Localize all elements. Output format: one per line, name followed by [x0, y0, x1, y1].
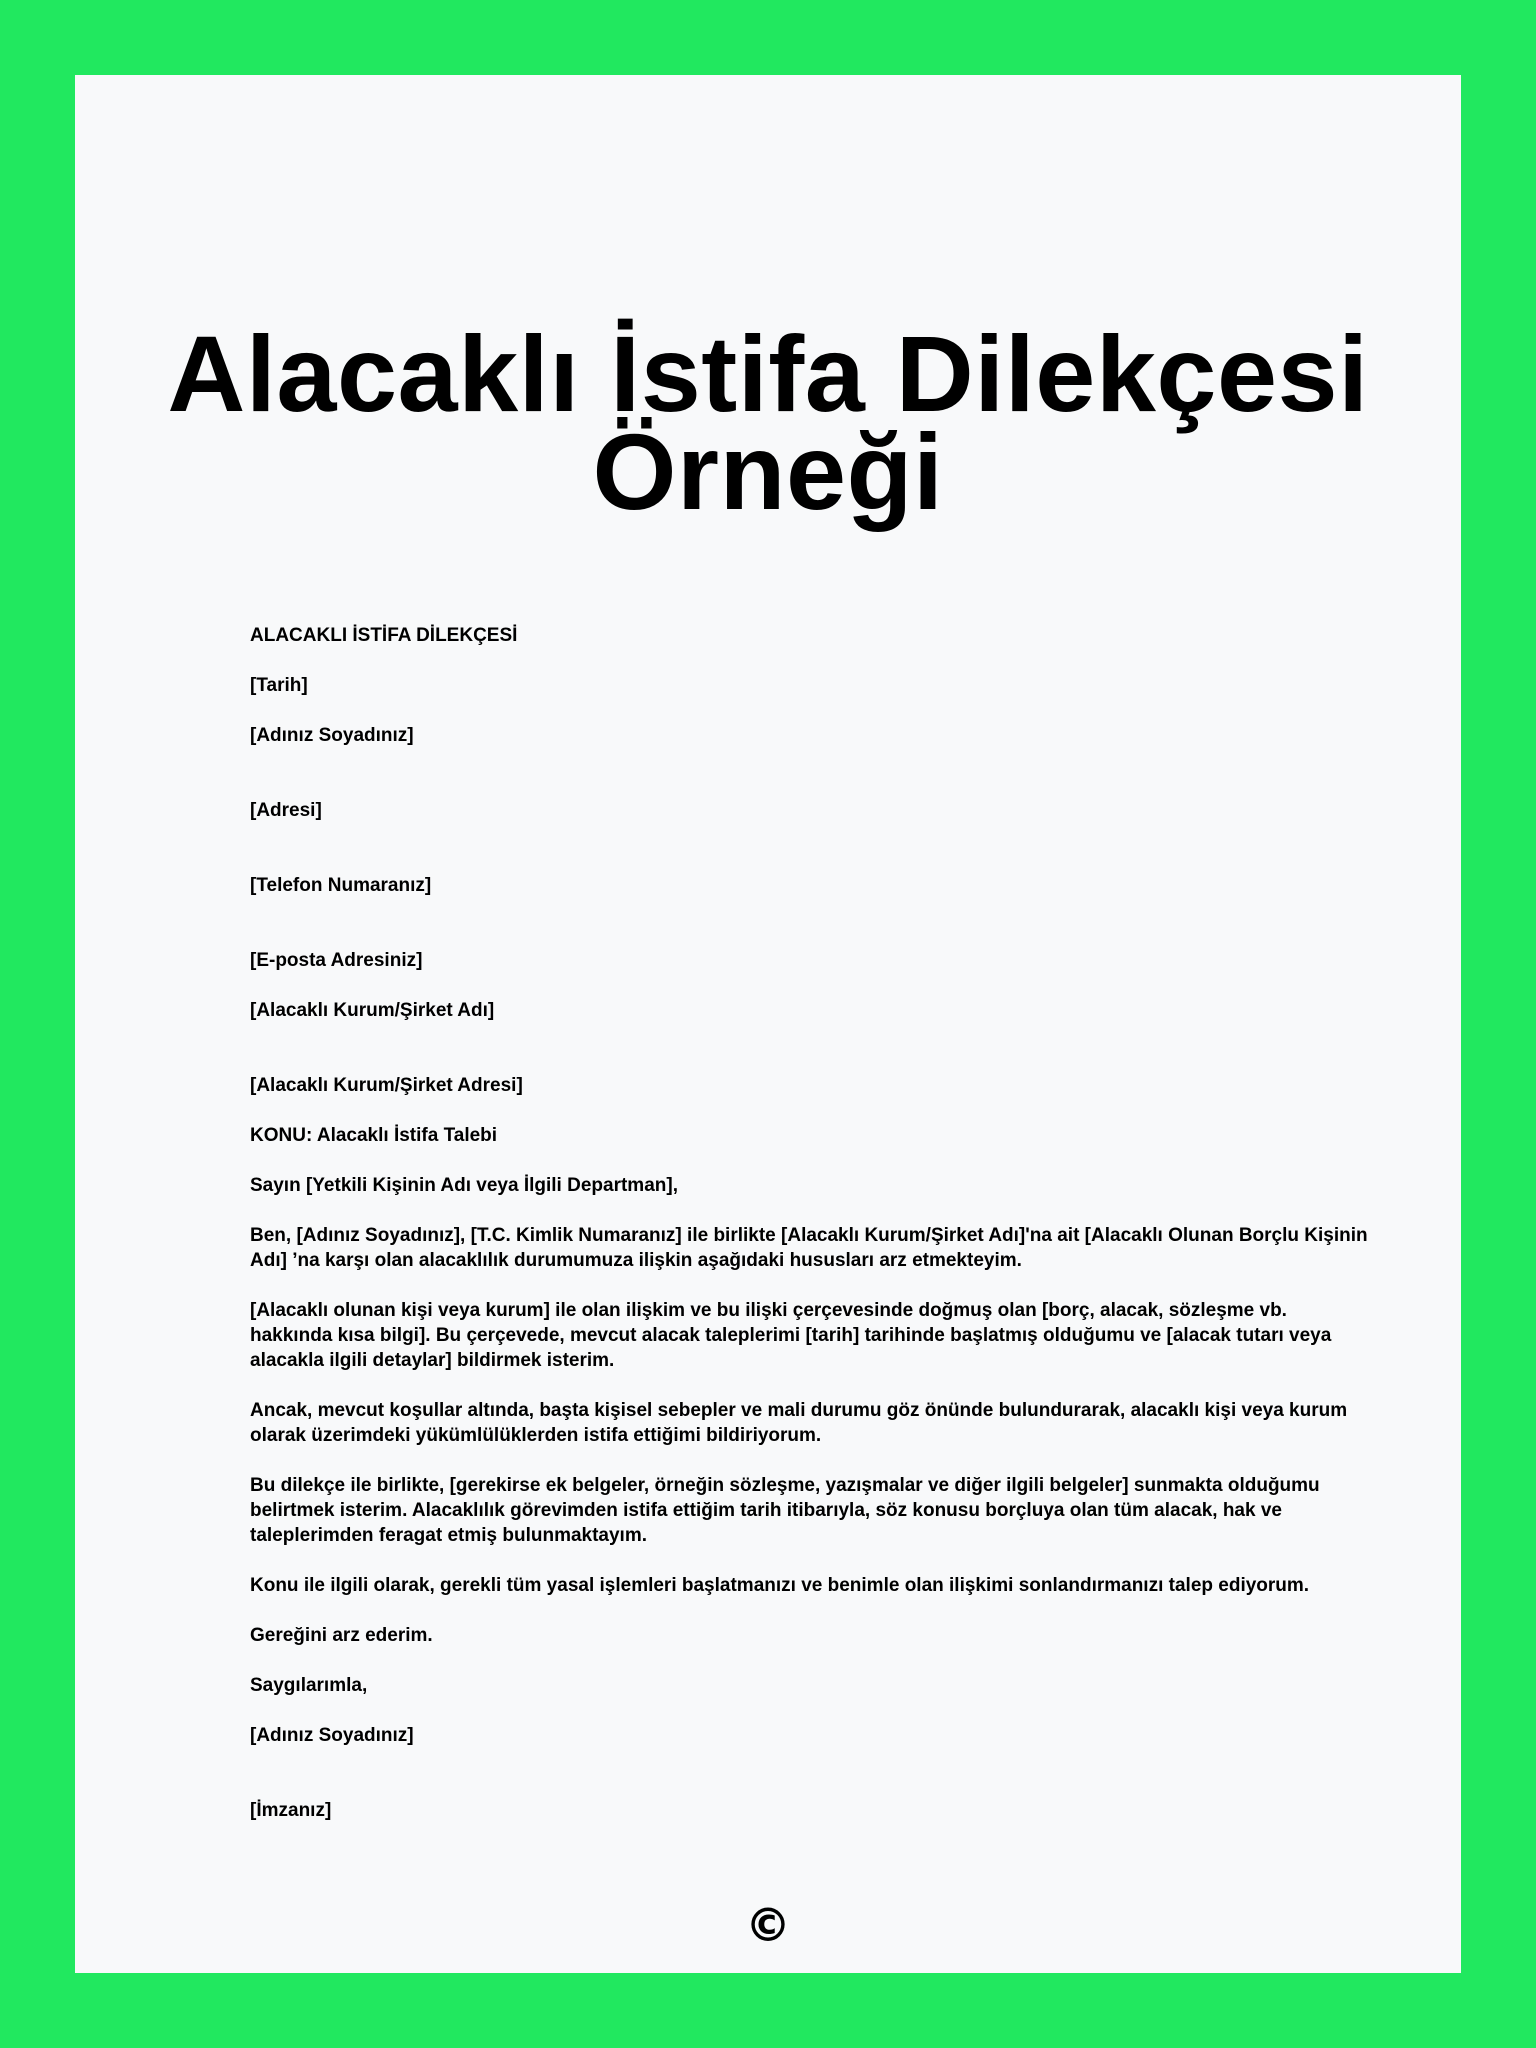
- body-paragraph: Konu ile ilgili olarak, gerekli tüm yasal işlemleri başlatmanızı ve benimle olan ilişkimi sonlandırmanızı talep ediyorum.: [250, 1575, 1310, 1596]
- letter-body: [250, 623, 1370, 1823]
- closing-request: Gereğini arz ederim.: [250, 1625, 433, 1646]
- body-paragraph: Ben, [Adınız Soyadınız], [T.C. Kimlik Numaranız] ile birlikte [Alacaklı Kurum/Şirket Adı]'na ait [Alacaklı Olunan Borçlu Kişinin Adı] ’na karşı olan alacaklılık durumumuza ilişkin aşağıdaki hususları arz etmekteyim.: [250, 1225, 1368, 1271]
- body-paragraph: Ancak, mevcut koşullar altında, başta kişisel sebepler ve mali durumu göz önünde bulundurarak, alacaklı kişi veya kurum olarak üzerimdeki yükümlülüklerden istifa ettiğimi bildiriyorum.: [250, 1400, 1348, 1446]
- sender-email: [E-posta Adresiniz]: [250, 950, 423, 971]
- closing-greeting: Saygılarımla,: [250, 1675, 368, 1696]
- signature-name: [Adınız Soyadınız]: [250, 1725, 414, 1746]
- subject-line: KONU: Alacaklı İstifa Talebi: [250, 1125, 498, 1146]
- body-paragraph: Bu dilekçe ile birlikte, [gerekirse ek belgeler, örneğin sözleşme, yazışmalar ve diğer ilgili belgeler] sunmakta olduğumu belirtmek isterim. Alacaklılık görevimden istifa ettiğim tarih itibarıyla, söz konusu borçluya olan tüm alacak, hak ve taleplerimden feragat etmiş bulunmaktayım.: [250, 1475, 1320, 1546]
- letter-heading: ALACAKLI İSTİFA DİLEKÇESİ: [250, 625, 518, 646]
- sender-phone: [Telefon Numaranız]: [250, 875, 432, 896]
- salutation: Sayın [Yetkili Kişinin Adı veya İlgili Departman],: [250, 1175, 678, 1196]
- copyright-icon: ©: [745, 1898, 791, 1952]
- date-placeholder: [Tarih]: [250, 675, 308, 696]
- document-page: [75, 75, 1461, 1973]
- recipient-name: [Alacaklı Kurum/Şirket Adı]: [250, 1000, 495, 1021]
- sender-address: [Adresi]: [250, 800, 322, 821]
- body-paragraph: [Alacaklı olunan kişi veya kurum] ile olan ilişkim ve bu ilişki çerçevesinde doğmuş olan [borç, alacak, sözleşme vb. hakkında kısa bilgi]. Bu çerçevede, mevcut alacak taleplerimi [tarih] tarihinde başlatmış olduğumu ve [alacak tutarı veya alacakla ilgili detaylar] bildirmek isterim.: [250, 1300, 1332, 1371]
- recipient-address: [Alacaklı Kurum/Şirket Adresi]: [250, 1075, 523, 1096]
- sender-name: [Adınız Soyadınız]: [250, 725, 414, 746]
- signature-placeholder: [İmzanız]: [250, 1800, 332, 1821]
- document-title: Alacaklı İstifa Dilekçesi Örneği: [167, 313, 1369, 532]
